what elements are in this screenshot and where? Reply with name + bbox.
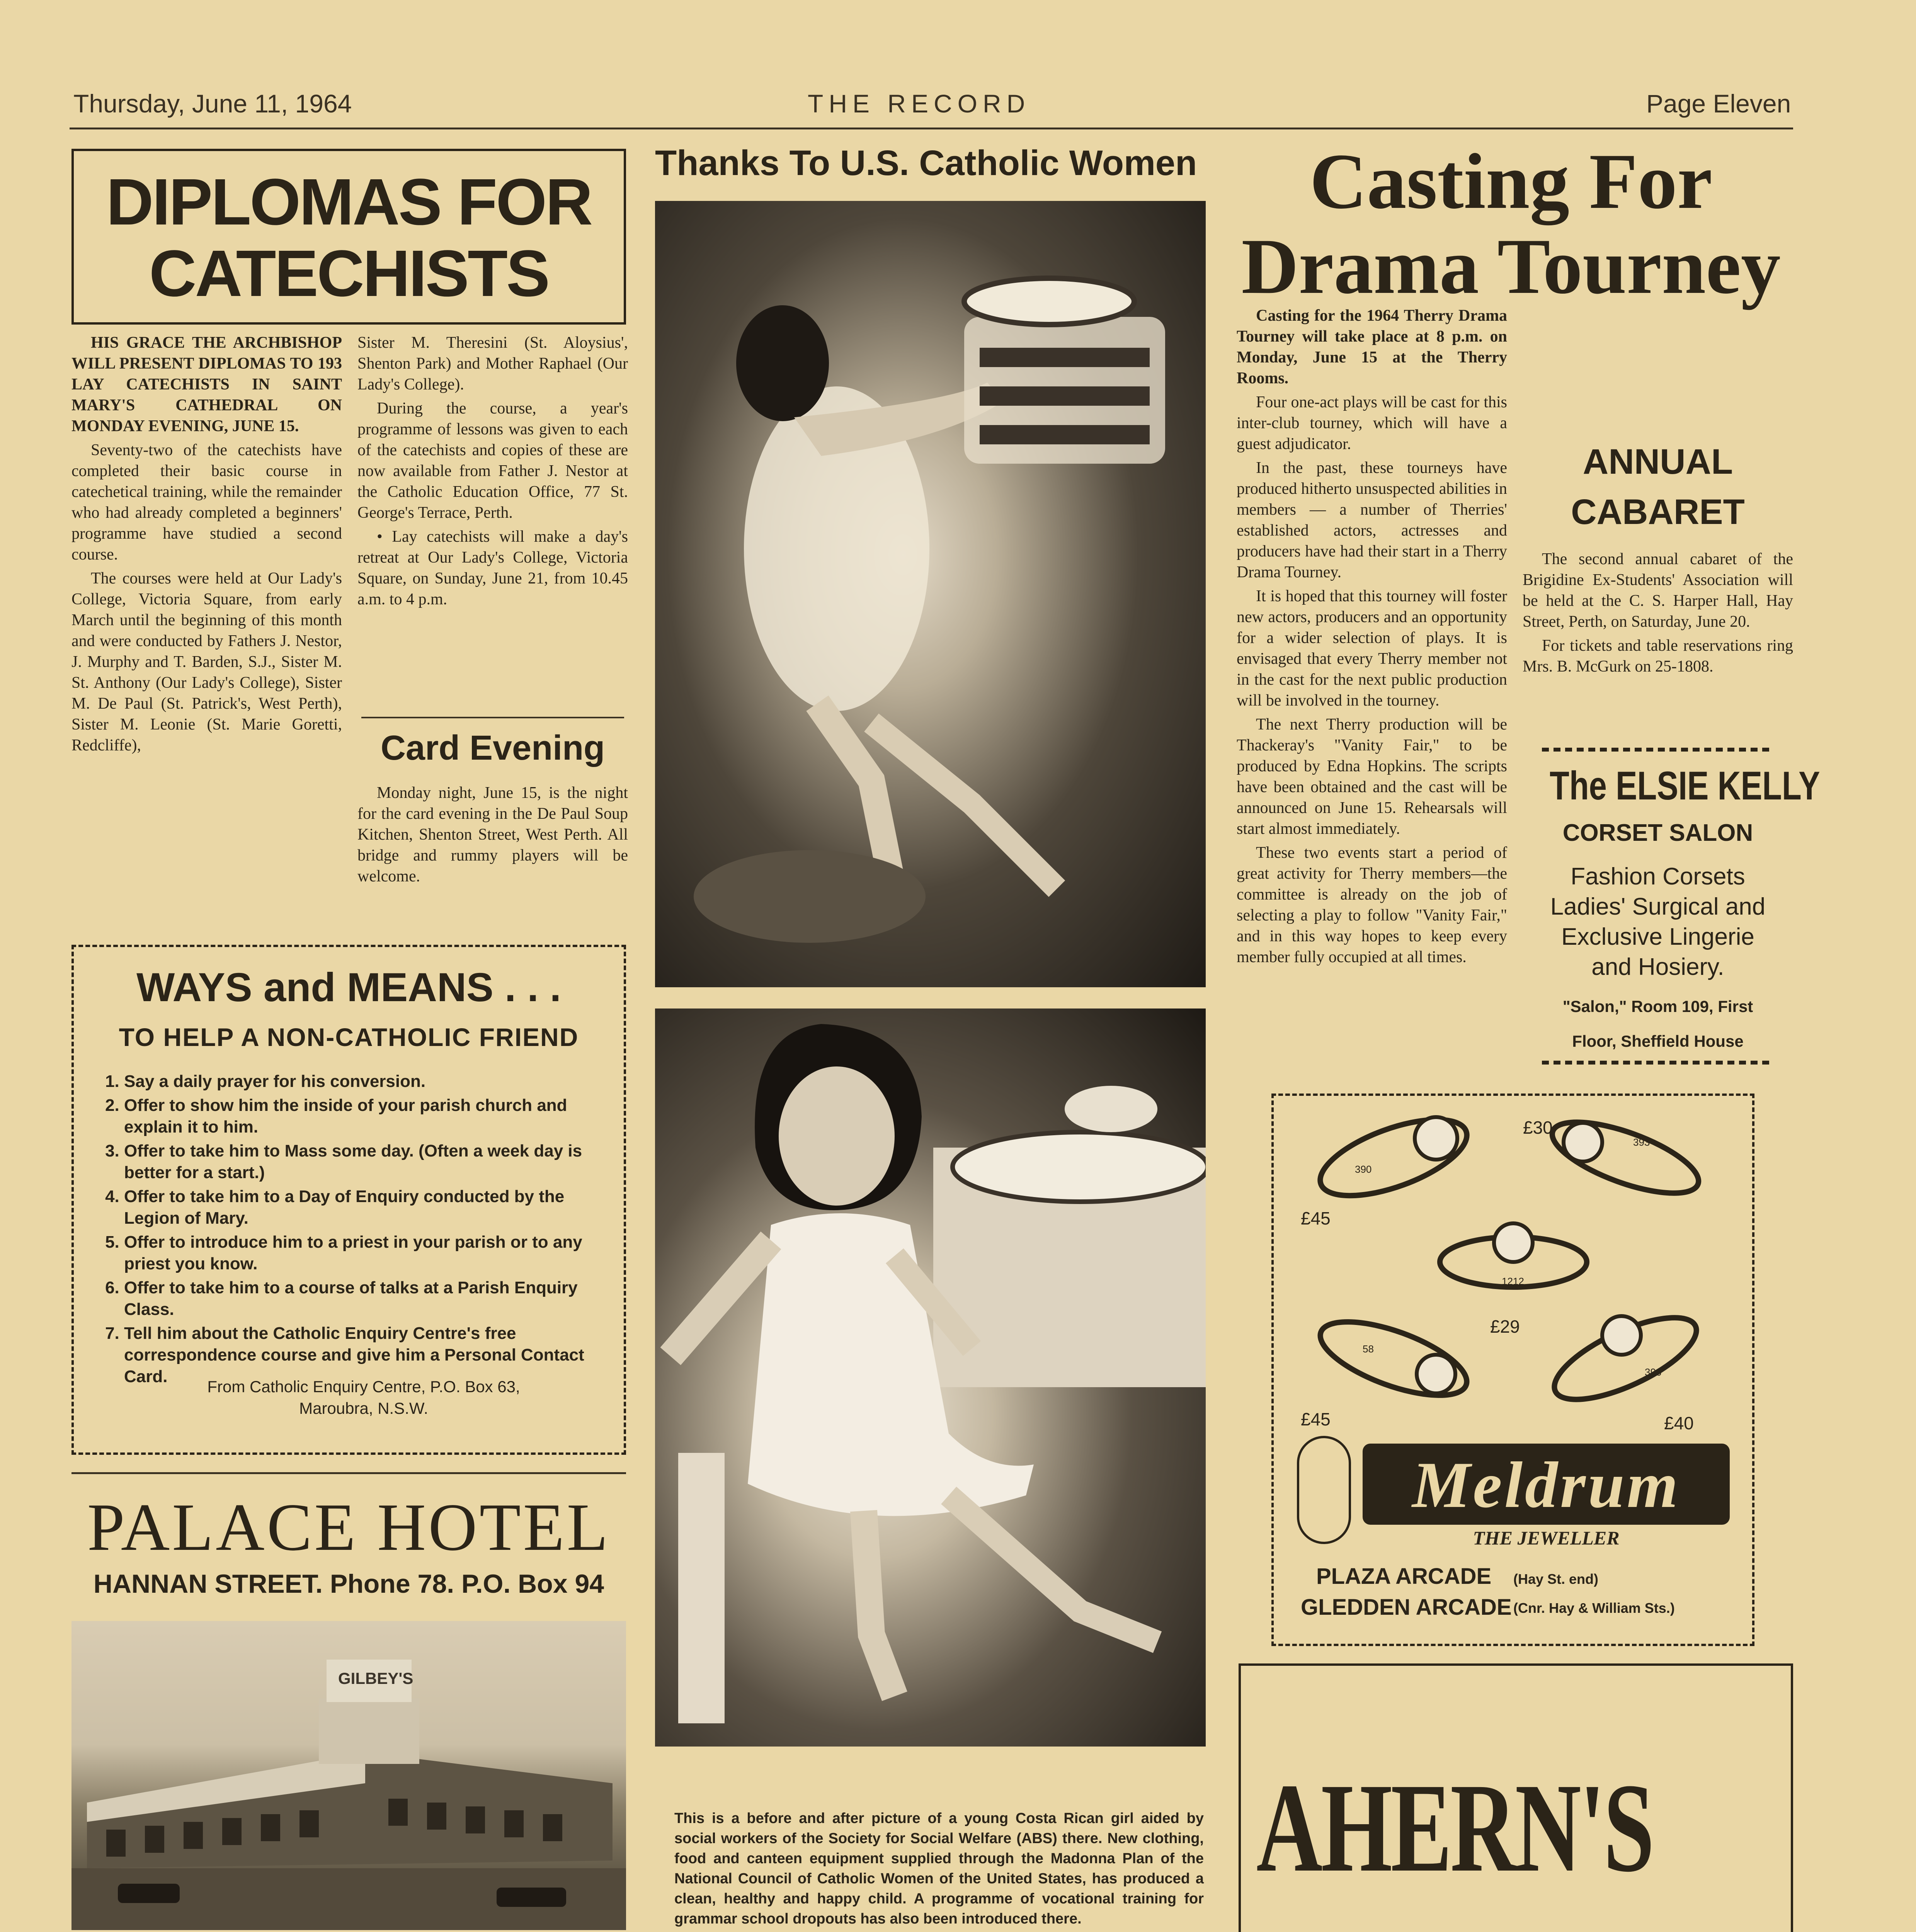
ways-item: 7. Tell him about the Catholic Enquiry Centre's free correspondence course and give him a Personal Contact Card. bbox=[124, 1323, 603, 1388]
ways-item: 2. Offer to show him the inside of your parish church and explain it to him. bbox=[124, 1095, 603, 1138]
meldrum-logo bbox=[1363, 1444, 1730, 1525]
diplomas-title-2: CATECHISTS bbox=[149, 237, 549, 310]
ring-tag: 1212 bbox=[1502, 1276, 1524, 1287]
aherns-ad bbox=[1239, 1663, 1793, 1932]
drama-p3: It is hoped that this tourney will foster new actors, producers and an opportunity for a wider selection of plays. It is envisaged that every Therry member not in the cast for the next public production will be involved in the tourney. bbox=[1237, 587, 1507, 709]
elsie-wavy-bottom bbox=[1542, 1061, 1774, 1065]
drama-body bbox=[1237, 305, 1507, 971]
meldrum-price: £45 bbox=[1301, 1409, 1331, 1429]
diplomas-p5: • Lay catechists will make a day's retreat at Our Lady's College, Victoria Square, on Sunday, June 21, from 10.45 a.m. to 4 p.m. bbox=[357, 528, 628, 608]
diplomas-p2: The courses were held at Our Lady's College, Victoria Square, from early March until the beginning of this month and were conducted by Fathers J. Nestor, J. Murphy and T. Barden, S.J., Sister M. St. Anthony (Our Lady's College), Sister M. De Paul (St. Patrick's, West Perth), Sister M. Leonie (St. Marie Goretti, Redcliffe), bbox=[71, 570, 342, 754]
gledden-note: (Cnr. Hay & William Sts.) bbox=[1513, 1600, 1675, 1616]
ways-means-source: From Catholic Enquiry Centre, P.O. Box 63, Maroubra, N.S.W. bbox=[207, 1378, 520, 1417]
aherns-name: AHERN'S bbox=[1256, 1757, 1653, 1898]
diplomas-title-1: DIPLOMAS FOR bbox=[106, 165, 592, 239]
gledden-arcade: GLEDDEN ARCADE bbox=[1301, 1595, 1512, 1620]
photo-caption: This is a before and after picture of a young Costa Rican girl aided by social workers of the Society for Social Welfare (ABS) there. New clothing, food and canteen equipment supplied through the Madonna Plan of the National Council of Catholic Women of the United States, has produced a clean, healthy and happy child. A programme of vocational training for grammar school dropouts has also been introduced there. bbox=[674, 1810, 1204, 1927]
diplomas-p4: During the course, a year's programme of lessons was given to each of the catechists and copies of these are now available from Father J. Nestor at the Catholic Education Office, 77 St. George's Terrace, Perth. bbox=[357, 400, 628, 522]
cabaret-body bbox=[1523, 549, 1793, 680]
ways-item: 3. Offer to take him to Mass some day. (Often a week day is better for a start.) bbox=[124, 1140, 603, 1184]
meldrum-price: £40 bbox=[1664, 1413, 1694, 1433]
cabaret-title-1: ANNUAL bbox=[1582, 442, 1733, 481]
drama-p2: In the past, these tourneys have produced hitherto unsuspected abilities in members — a number of Therries' established actors, actresses and producers have had their start in a Therry Drama Tourney. bbox=[1237, 459, 1507, 581]
elsie-title: The ELSIE KELLY bbox=[1550, 764, 1820, 808]
ways-means-list bbox=[89, 1071, 603, 1390]
diplomas-col-1 bbox=[71, 332, 342, 759]
palace-address: HANNAN STREET. Phone 78. P.O. Box 94 bbox=[93, 1569, 604, 1599]
drama-lead: Casting for the 1964 Therry Drama Tourney will take place at 8 p.m. on Monday, June 15 at the Therry Rooms. bbox=[1237, 307, 1507, 387]
hotel-building-icon bbox=[71, 1621, 626, 1930]
drama-p1: Four one-act plays will be cast for this inter-club tourney, which will have a guest adjudicator. bbox=[1237, 393, 1507, 453]
photo-story-title: Thanks To U.S. Catholic Women bbox=[655, 143, 1197, 183]
meldrum-name: Meldrum bbox=[1412, 1449, 1680, 1521]
header-rule bbox=[70, 128, 1793, 129]
ring-tag: 390 bbox=[1355, 1163, 1372, 1175]
card-evening-body bbox=[357, 782, 628, 890]
girl-after-image bbox=[655, 1009, 1206, 1747]
drama-p4: The next Therry production will be Thackeray's "Vanity Fair," to be produced by Edna Hopkins. The scripts have been obtained and the cast will be announced on June 15. Rehearsals will start almost immediately. bbox=[1237, 716, 1507, 838]
palace-title: PALACE HOTEL bbox=[87, 1490, 611, 1565]
ring-tag: 58 bbox=[1363, 1343, 1374, 1355]
elsie-address: "Salon," Room 109, First Floor, Sheffield House bbox=[1562, 997, 1753, 1050]
palace-top-rule bbox=[71, 1472, 626, 1474]
ring-tag: 393 bbox=[1633, 1136, 1650, 1148]
cabaret-p2: For tickets and table reservations ring Mrs. B. McGurk on 25-1808. bbox=[1523, 637, 1793, 675]
diplomas-p3: Sister M. Theresini (St. Aloysius', Shenton Park) and Mother Raphael (Our Lady's College). bbox=[357, 334, 628, 393]
drama-title-1: Casting For bbox=[1309, 138, 1713, 225]
ways-item: 1. Say a daily prayer for his conversion. bbox=[124, 1071, 603, 1092]
palace-hotel-photo bbox=[71, 1621, 626, 1930]
issue-date: Thursday, June 11, 1964 bbox=[73, 89, 352, 118]
elsie-wavy-top bbox=[1542, 748, 1774, 752]
ways-item: 6. Offer to take him to a course of talks at a Parish Enquiry Class. bbox=[124, 1277, 603, 1320]
before-photo bbox=[655, 201, 1206, 987]
meldrum-price: £29 bbox=[1490, 1316, 1520, 1337]
masthead: THE RECORD bbox=[808, 89, 1031, 118]
cabaret-title-2: CABARET bbox=[1571, 492, 1745, 532]
meldrum-ad bbox=[1271, 1094, 1754, 1646]
plaza-arcade: PLAZA ARCADE bbox=[1316, 1564, 1492, 1589]
diplomas-col-2 bbox=[357, 332, 628, 613]
page-number: Page Eleven bbox=[1646, 89, 1791, 118]
elsie-lines: Fashion Corsets Ladies' Surgical and Exclusive Lingerie and Hosiery. bbox=[1550, 863, 1766, 980]
card-evening-title: Card Evening bbox=[380, 729, 605, 767]
gilbeys-sign: GILBEY'S bbox=[338, 1669, 413, 1687]
drama-title-2: Drama Tourney bbox=[1241, 223, 1781, 310]
cabaret-p1: The second annual cabaret of the Brigidine Ex-Students' Association will be held at the C. S. Harper Hall, Hay Street, Perth, on Saturday, June 20. bbox=[1523, 550, 1793, 631]
meldrum-sub: THE JEWELLER bbox=[1473, 1527, 1620, 1549]
ring-tag: 396 bbox=[1645, 1366, 1662, 1378]
drama-p5: These two events start a period of great activity for Therry members—the committee is already on the job of selecting a play to follow "Vanity Fair," and in this way hopes to keep every member fully occupied at all times. bbox=[1237, 844, 1507, 966]
diplomas-headline-box bbox=[71, 149, 626, 325]
after-photo bbox=[655, 1009, 1206, 1747]
ways-means-subtitle: TO HELP A NON-CATHOLIC FRIEND bbox=[119, 1023, 579, 1051]
card-evening-text: Monday night, June 15, is the night for the card evening in the De Paul Soup Kitchen, Shenton Street, West Perth. All bridge and rummy players will be welcome. bbox=[357, 784, 628, 885]
card-rule bbox=[361, 717, 624, 718]
ways-means-box bbox=[71, 945, 626, 1455]
meldrum-price: £45 bbox=[1301, 1208, 1331, 1228]
ways-means-title: WAYS and MEANS . . . bbox=[136, 965, 561, 1010]
meldrum-monogram-icon bbox=[1297, 1436, 1351, 1544]
ways-item: 4. Offer to take him to a Day of Enquiry conducted by the Legion of Mary. bbox=[124, 1186, 603, 1229]
elsie-salon: CORSET SALON bbox=[1562, 820, 1753, 846]
ways-item: 5. Offer to introduce him to a priest in your parish or to any priest you know. bbox=[124, 1231, 603, 1275]
diplomas-p1: Seventy-two of the catechists have completed their basic course in catechetical training, while the remainder who had already completed a beginners' programme have studied a second course. bbox=[71, 441, 342, 563]
plaza-note: (Hay St. end) bbox=[1513, 1571, 1599, 1587]
diplomas-lead: HIS GRACE THE ARCHBISHOP WILL PRESENT DIPLOMAS TO 193 LAY CATECHISTS IN SAINT MARY'S CATHEDRAL ON MONDAY EVENING, JUNE 15. bbox=[71, 334, 342, 435]
girl-before-image bbox=[655, 201, 1206, 987]
meldrum-price: £30 bbox=[1523, 1117, 1553, 1138]
